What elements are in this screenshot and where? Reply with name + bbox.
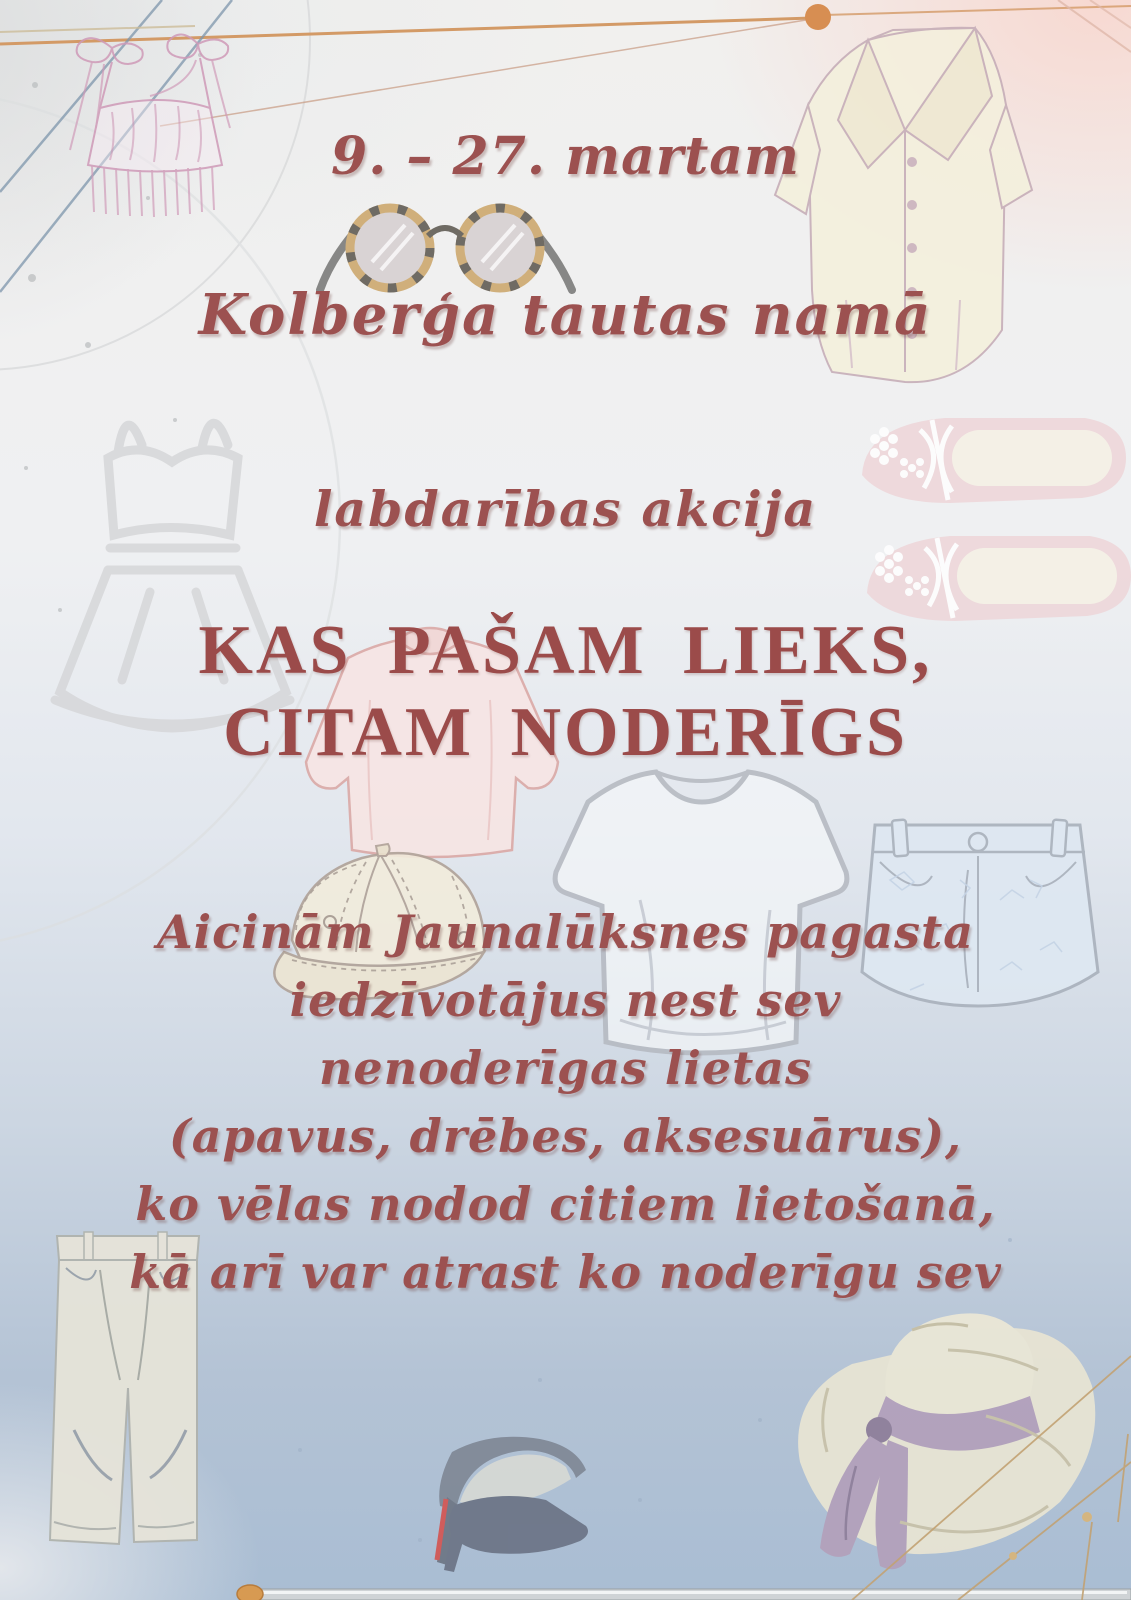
sunglasses-icon bbox=[320, 208, 572, 290]
body-line: iedzīvotājus nest sev bbox=[289, 973, 842, 1027]
high-heels-icon bbox=[437, 1437, 588, 1572]
event-type: labdarības akcija bbox=[313, 480, 818, 538]
title-line-1: KAS PAŠAM LIEKS, bbox=[198, 612, 933, 689]
sun-hat-icon bbox=[798, 1313, 1095, 1569]
body-line: Aicinām Jaunalūksnes pagasta bbox=[156, 905, 975, 959]
date-range: 9. – 27. martam bbox=[331, 126, 800, 187]
body-line: ko vēlas nodod citiem lietošanā, bbox=[135, 1177, 996, 1231]
body-line: kā arī var atrast ko noderīgu sev bbox=[129, 1245, 1002, 1299]
venue-name: Kolberģa tautas namā bbox=[198, 282, 933, 348]
poster-title bbox=[0, 610, 1131, 774]
body-line: nenoderīgas lietas bbox=[318, 1041, 813, 1095]
bottom-rail-icon bbox=[237, 1585, 1131, 1600]
title-line-2: CITAM NODERĪGS bbox=[223, 694, 908, 771]
invitation-text bbox=[0, 898, 1131, 1306]
body-line: (apavus, drēbes, aksesuārus), bbox=[168, 1109, 962, 1163]
